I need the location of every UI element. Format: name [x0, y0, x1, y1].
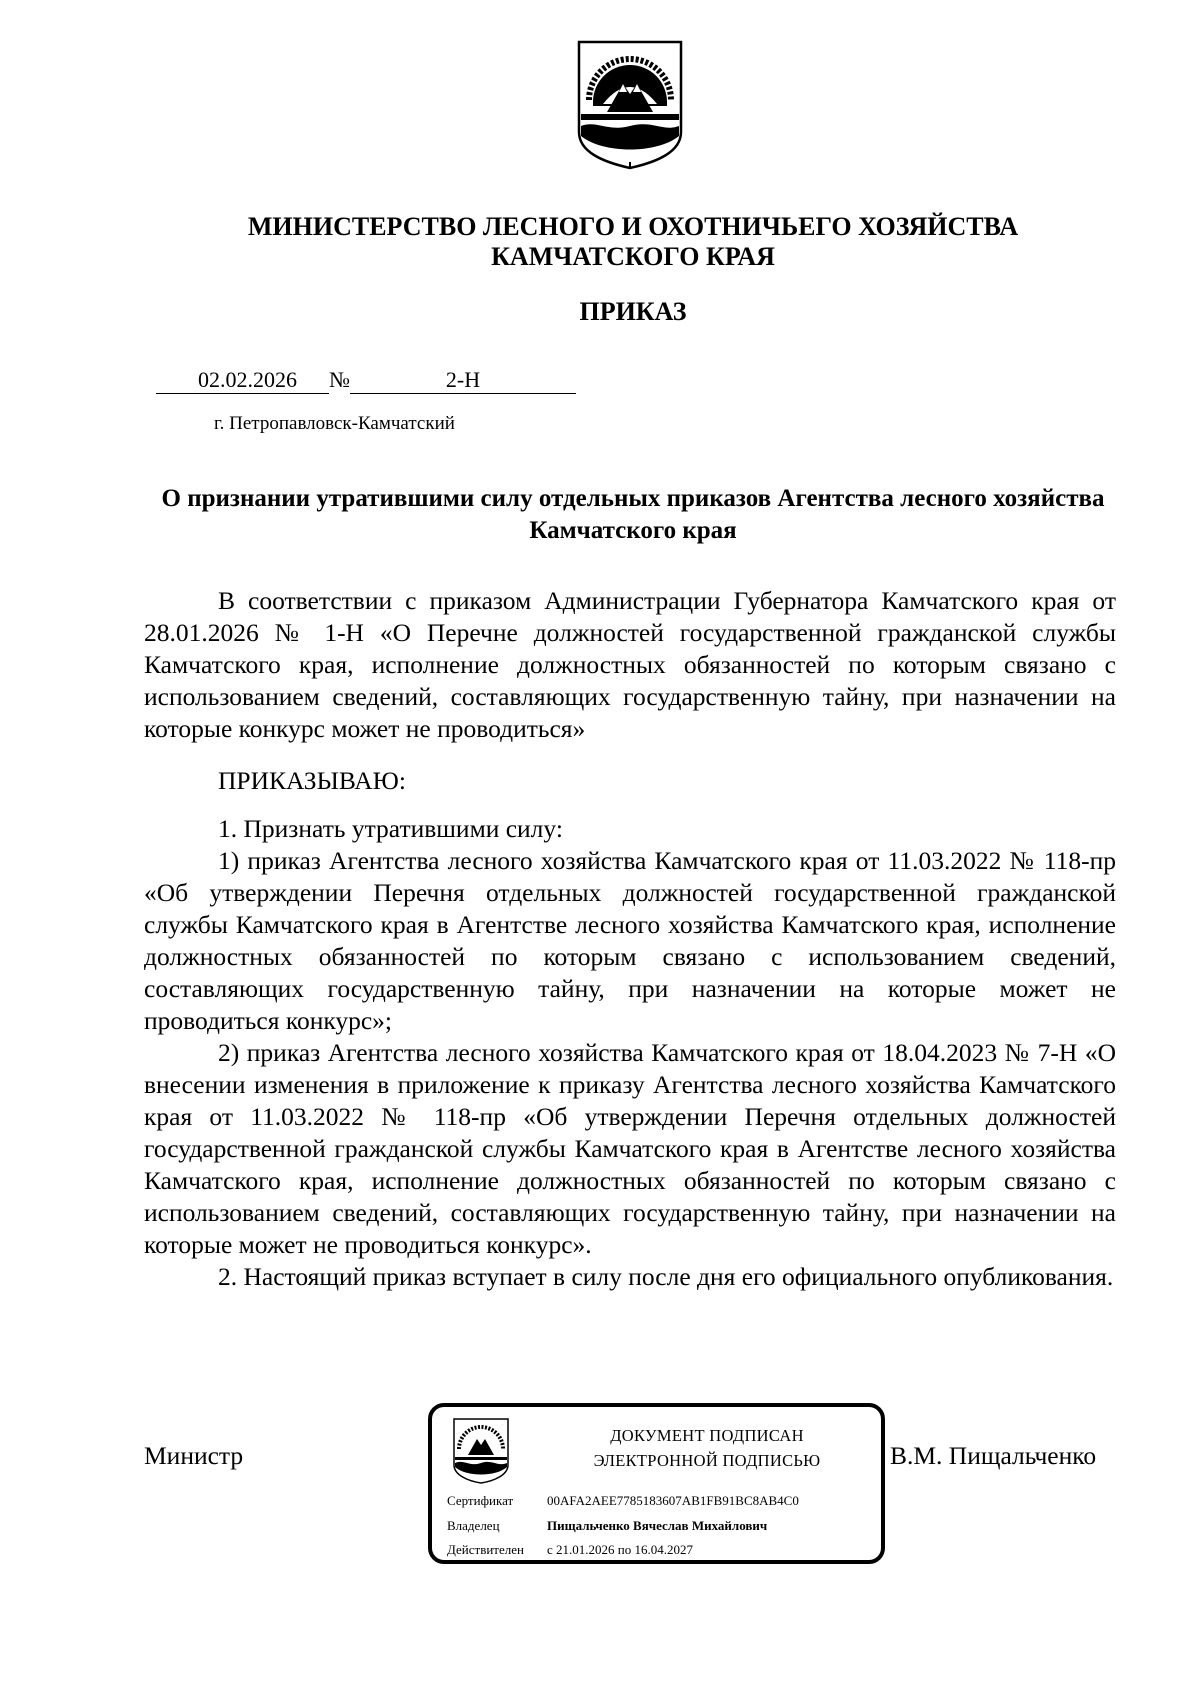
stamp-owner-row — [447, 1518, 767, 1534]
order-date: 02.02.2026 — [156, 367, 329, 394]
ministry-line-2: КАМЧАТСКОГО КРАЯ — [491, 242, 775, 271]
order-body — [144, 585, 1116, 1293]
signature-name: В.М. Пищальченко — [890, 1441, 1097, 1470]
stamp-line-2: ЭЛЕКТРОННОЙ ПОДПИСЬЮ — [593, 1451, 821, 1470]
stamp-valid-row — [447, 1542, 693, 1558]
owner-value: Пищальченко Вячеслав Михайлович — [547, 1518, 768, 1533]
item-2: 2. Настоящий приказ вступает в силу после дня его официального опубликования. — [218, 1262, 1114, 1291]
valid-label: Действителен — [447, 1542, 524, 1557]
stamp-line-1: ДОКУМЕНТ ПОДПИСАН — [610, 1426, 804, 1445]
order-word: ПРИКАЗЫВАЮ: — [218, 766, 406, 795]
stamp-cert-row — [447, 1493, 799, 1509]
stamp-emblem-icon — [452, 1417, 510, 1485]
item-1: 1. Признать утратившими силу: — [218, 814, 563, 843]
preamble-paragraph: В соответствии с приказом Администрации Губернатора Камчатского края от 28.01.2026 № 1-Н «О Перечне должностей государственной гражданской службы Камчатского края, исполнение должностных обязанностей по которым связано с использованием сведений, составляющих государственную тайну, при назначении на которые конкурс может не проводиться» — [144, 586, 1116, 743]
city: г. Петропавловск-Камчатский — [214, 413, 455, 434]
electronic-signature-stamp — [428, 1403, 885, 1564]
order-number: 2-Н — [350, 367, 576, 394]
item-1-1: 1) приказ Агентства лесного хозяйства Камчатского края от 11.03.2022 № 118-пр «Об утверждении Перечня отдельных должностей государственной гражданской службы Камчатского края в Агентстве лесного хозяйства Камчатского края, исполнение должностных обязанностей по которым связано с использованием сведений, составляющих государственную тайну, при назначении на которые может не проводиться конкурс»; — [144, 846, 1116, 1035]
valid-value: с 21.01.2026 по 16.04.2027 — [547, 1542, 693, 1557]
signature-position: Министр — [144, 1441, 244, 1470]
ministry-line-1: МИНИСТЕРСТВО ЛЕСНОГО И ОХОТНИЧЬЕГО ХОЗЯЙСТВА — [247, 212, 1019, 241]
item-1-2: 2) приказ Агентства лесного хозяйства Камчатского края от 18.04.2023 № 7-Н «О внесении изменения в приложение к приказу Агентства лесного хозяйства Камчатского края от 11.03.2022 № 118-пр «Об утверждении Перечня отдельных должностей государственной гражданской службы Камчатского края в Агентстве лесного хозяйства Камчатского края, исполнение должностных обязанностей по которым связано с использованием сведений, составляющих государственную тайну, при назначении на которые может не проводиться конкурс». — [144, 1038, 1116, 1259]
order-title: ПРИКАЗ — [579, 297, 687, 326]
cert-label: Сертификат — [447, 1493, 514, 1508]
order-subject: О признании утратившими силу отдельных приказов Агентства лесного хозяйства Камчатского края — [161, 485, 1105, 544]
ministry-title — [0, 212, 1200, 272]
coat-of-arms-emblem — [577, 40, 683, 170]
number-sign: № — [329, 367, 350, 392]
stamp-header — [542, 1423, 872, 1473]
cert-value: 00AFA2AEE7785183607AB1FB91BC8AB4C0 — [547, 1493, 799, 1508]
owner-label: Владелец — [447, 1518, 500, 1533]
date-number-line — [156, 367, 576, 394]
